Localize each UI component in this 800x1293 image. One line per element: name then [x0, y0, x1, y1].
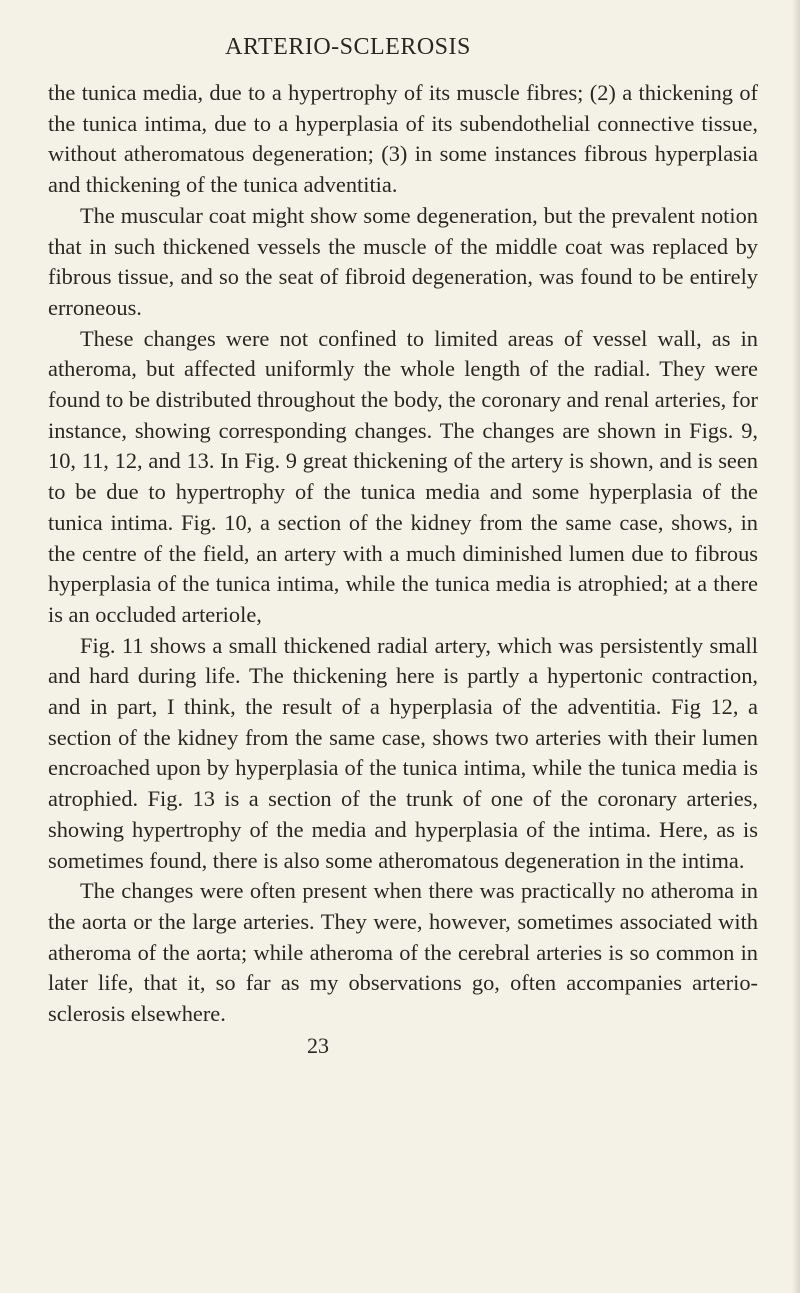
- running-title: ARTERIO-SCLEROSIS: [225, 34, 471, 60]
- book-page: [48, 32, 758, 1060]
- paragraph-fig-11: Fig. 11 shows a small thickened radial artery, which was persistently small and hard during life. The thickening here is partly a hypertonic contraction, and in part, I think, the result of a hyperplasia of the adventitia. Fig 12, a section of the kidney from the same case, shows two arteries with their lumen encroached upon by hyperplasia of the tunica intima, while the tunica media is atrophied. Fig. 13 is a section of the trunk of one of the coronary arteries, showing hypertrophy of the media and hyperplasia of the intima. Here, as is sometimes found, there is also some atheromatous degeneration in the intima.: [48, 632, 758, 873]
- page-edge-shadow: [792, 0, 800, 1293]
- body-text: [48, 78, 758, 1030]
- paragraph-changes-distribution: These changes were not confined to limited areas of vessel wall, as in atheroma, but affected uniformly the whole length of the radial. They were found to be distributed throughout the body, the coronary and renal arteries, for instance, showing corresponding changes. The changes are shown in Figs. 9, 10, 11, 12, and 13. In Fig. 9 great thickening of the artery is shown, and is seen to be due to hypertrophy of the tunica media and some hyperplasia of the tunica intima. Fig. 10, a section of the kidney from the same case, shows, in the centre of the field, an artery with a much diminished lumen due to fibrous hyperplasia of the tunica intima, while the tunica media is atrophied; at a there is an occluded arteriole,: [48, 325, 758, 627]
- paragraph-continued: the tunica media, due to a hypertrophy of its muscle fibres; (2) a thickening of the tunica intima, due to a hyperplasia of its subendothelial connective tissue, without atheromatous degeneration; (3) in some instances fibrous hyperplasia and thickening of the tunica adventitia.: [48, 80, 758, 198]
- paragraph-muscular-coat: The muscular coat might show some degeneration, but the prevalent notion that in such thickened vessels the muscle of the middle coat was replaced by fibrous tissue, and so the seat of fibroid degeneration, was found to be entirely erroneous.: [48, 202, 758, 320]
- paragraph-atheroma: The changes were often present when there was practically no atheroma in the aorta or the large arteries. They were, however, sometimes associated with atheroma of the aorta; while atheroma of the cerebral arteries is so common in later life, that it, so far as my observations go, often accompanies arterio-sclerosis elsewhere.: [48, 878, 758, 1027]
- page-number: 23: [307, 1032, 329, 1058]
